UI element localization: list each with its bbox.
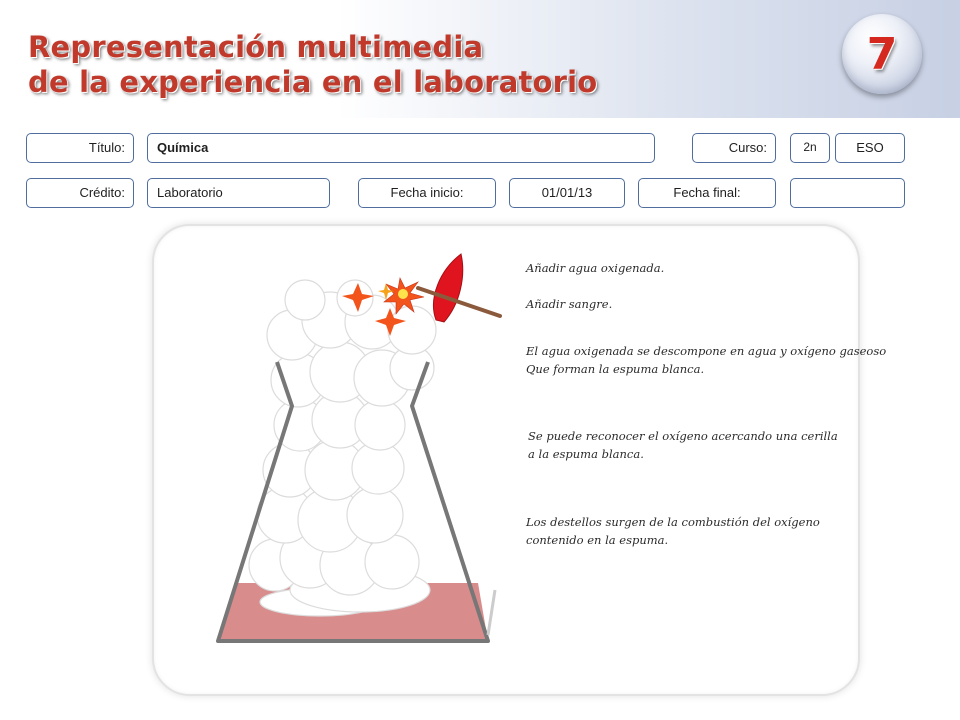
fecha-inicio-field[interactable]: 01/01/13 (509, 178, 625, 208)
note-oxygen-test-2: a la espuma blanca. (528, 447, 644, 461)
curso-level-field[interactable]: 2n (790, 133, 830, 163)
page-title-line-1: Representación multimedia (28, 30, 484, 64)
fecha-inicio-label: Fecha inicio: (358, 178, 496, 208)
credito-field[interactable]: Laboratorio (147, 178, 330, 208)
note-decomposition-2: Que forman la espuma blanca. (526, 362, 705, 376)
note-sparks-2: contenido en la espuma. (526, 533, 669, 547)
credito-label: Crédito: (26, 178, 134, 208)
experience-number-badge: 7 (842, 14, 922, 94)
note-add-blood: Añadir sangre. (526, 297, 613, 311)
flask-shadow (488, 590, 495, 635)
note-oxygen-test-1: Se puede reconocer el oxígeno acercando una cerilla (528, 429, 838, 443)
lit-match-icon (418, 254, 500, 322)
page-title-line-2: de la experiencia en el laboratorio (28, 65, 598, 99)
titulo-label: Título: (26, 133, 134, 163)
note-add-peroxide: Añadir agua oxigenada. (526, 261, 665, 275)
curso-stage-field[interactable]: ESO (835, 133, 905, 163)
note-sparks-1: Los destellos surgen de la combustión del oxígeno (526, 515, 820, 529)
titulo-field[interactable]: Química (147, 133, 655, 163)
fecha-final-label: Fecha final: (638, 178, 776, 208)
note-decomposition-1: El agua oxigenada se descompone en agua y oxígeno gaseoso (526, 344, 887, 358)
curso-label: Curso: (692, 133, 776, 163)
